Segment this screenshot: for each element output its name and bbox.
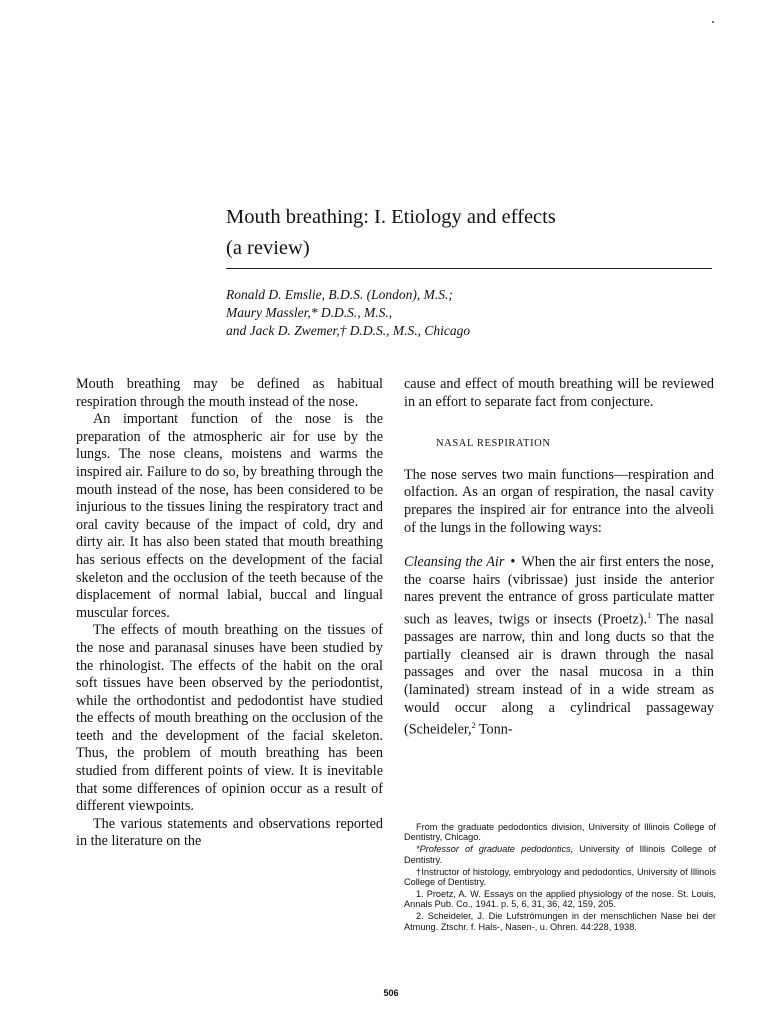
paragraph-review-aim: cause and effect of mouth breathing will be reviewed in an effort to separate fact from conjecture. (404, 376, 714, 410)
article-title (226, 202, 726, 264)
author-2: Maury Massler,* D.D.S., M.S., (226, 305, 393, 320)
bullet-separator: • (510, 554, 516, 571)
footnote-author-2 (404, 844, 716, 865)
paragraph-cleansing (404, 554, 714, 739)
footnote-author-2-institution: University of Illinois College of Dentistry. (404, 844, 716, 865)
paragraph-specialists: The effects of mouth breathing on the tissues of the nose and paranasal sinuses have been studied by the rhinologist. The effects of the habit on the oral soft tissues have been observed by the periodontist, while the orthodontist and pedodontist have studied the effects of mouth breathing on the occlusion of the teeth and the development of the facial skeleton. Thus, the problem of mouth breathing has been studied from different points of view. It is inevitable that some differences of opinion occur as a result of different viewpoints. (76, 622, 383, 815)
cleansing-text-b: The nasal passages are narrow, thin and long ducts so that the partially cleansed air is drawn through the nasal passages and over the nasal mucosa in a thin (laminated) stream instead of in a wide stream as would occur along a cylindrical passageway (Scheideler, (404, 611, 714, 738)
title-line-1: Mouth breathing: I. Etiology and effects (226, 206, 556, 228)
footnotes (404, 822, 716, 934)
subheading-cleansing: Cleansing the Air (404, 554, 505, 571)
footnote-affiliation: From the graduate pedodontics division, University of Illinois College of Dentistry, Chicago. (404, 822, 716, 843)
scan-speck (712, 21, 714, 23)
page-number: 506 (383, 988, 399, 998)
author-list (226, 286, 726, 340)
footnote-author-3: †Instructor of histology, embryology and pedodontics, University of Illinois College of Dentistry. (404, 866, 716, 888)
author-3: and Jack D. Zwemer,† D.D.S., M.S., Chicago (226, 323, 471, 338)
footnote-reference-2: 2. Scheideler, J. Die Lufströmungen in der menschlichen Nase bei der Atmung. Ztschr. f. Hals-, Nasen-, u. Ohren. 44:228, 1938. (404, 911, 716, 932)
footnote-reference-1: 1. Proetz, A. W. Essays on the applied physiology of the nose. St. Louis, Annals Pub. Co., 1941. p. 5, 6, 31, 36, 42, 159, 205. (404, 888, 716, 910)
title-rule (226, 268, 712, 269)
author-1: Ronald D. Emslie, B.D.S. (London), M.S.; (226, 287, 453, 302)
paragraph-nose-function: An important function of the nose is the preparation of the atmospheric air for use by the lungs. The nose cleans, moistens and warms the inspired air. Failure to do so, by breathing through the mouth instead of the nose, has been considered to be injurious to the tissues lining the respiratory tract and oral cavity because of the impact of cold, dry and dirty air. It has also been stated that mouth breathing has serious effects on the development of the facial skeleton and the occlusion of the teeth because of the displacement of normal labial, buccal and lingual muscular forces. (76, 411, 383, 621)
paragraph-definition: Mouth breathing may be defined as habitual respiration through the mouth instead of the nose. (76, 376, 383, 410)
title-line-2: (a review) (226, 237, 310, 259)
cleansing-text-c: Tonn- (475, 721, 513, 738)
section-heading: NASAL RESPIRATION (436, 438, 551, 450)
paragraph-literature: The various statements and observations reported in the literature on the (76, 815, 383, 850)
left-column (76, 376, 383, 851)
footnote-ref-2: 2 (471, 721, 476, 731)
cleansing-text-a: When the air first enters the nose, the coarse hairs (vibrissae) just inside the anterior nares prevent the entrance of gross particulate matter such as leaves, twigs or insects (Proetz). (404, 554, 714, 628)
right-column (404, 376, 714, 740)
footnote-author-2-title: *Professor of graduate pedodontics, (416, 844, 574, 855)
paragraph-nasal-functions: The nose serves two main functions—respiration and olfaction. As an organ of respiration, the nasal cavity prepares the inspired air for entrance into the alveoli of the lungs in the following ways: (404, 466, 714, 536)
footnote-ref-1: 1 (647, 610, 652, 620)
